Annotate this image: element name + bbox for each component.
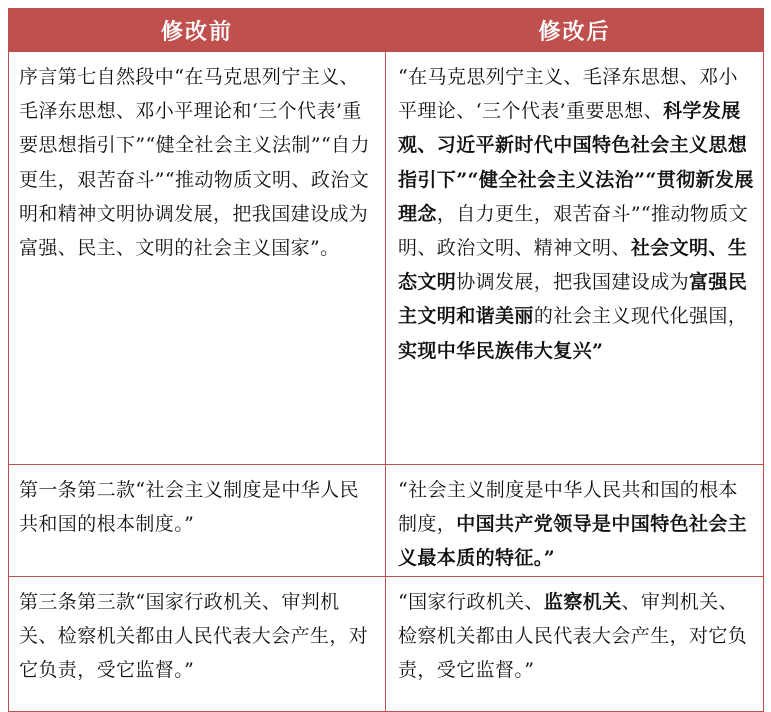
after-segment: ，自力更生，艰苦奋斗”“推动物质文明、政治文明、精神文明、 xyxy=(398,202,749,260)
after-segment: 协调发展，把我国建设成为 xyxy=(456,271,690,294)
after-segment: “在马克思列宁主义、毛泽东思想、邓小平理论、‘三个代表’重要思想、 xyxy=(398,66,738,123)
header-before: 修改前 xyxy=(9,9,386,52)
after-segment-bold: 富强民主文明和谐美丽 xyxy=(398,271,748,328)
comparison-table xyxy=(8,8,764,712)
after-segment-bold: 科学发展观、习近平新时代中国特色社会主义思想指引下”“健全社会主义法治”“贯彻新发展理念 xyxy=(398,100,754,225)
after-segment: 、审判机关、检察机关都由人民代表大会产生，对它负责，受它监督。” xyxy=(398,590,748,682)
after-segment: “国家行政机关、 xyxy=(398,590,544,613)
after-cell xyxy=(386,52,764,465)
after-segment-bold: 监察机关 xyxy=(543,590,622,613)
before-cell: 第三条第三款“国家行政机关、审判机关、检察机关都由人民代表大会产生，对它负责，受它监督。” xyxy=(9,576,386,711)
before-cell: 第一条第二款“社会主义制度是中华人民共和国的根本制度。” xyxy=(9,465,386,577)
after-segment: 的社会主义现代化强国， xyxy=(533,305,748,328)
after-segment-bold: 中国共产党领导是中国特色社会主义最本质的特征。” xyxy=(398,513,748,570)
after-segment-bold: 社会文明、生态文明 xyxy=(398,237,748,294)
after-segment: “社会主义制度是中华人民共和国的根本制度， xyxy=(398,479,738,536)
before-cell: 序言第七自然段中“在马克思列宁主义、毛泽东思想、邓小平理论和‘三个代表’重要思想指引下”“健全社会主义法制”“自力更生，艰苦奋斗”“推动物质文明、政治文明和精神文明协调发展，把我国建设成为富强、民主、文明的社会主义国家”。 xyxy=(9,52,386,465)
table-row xyxy=(9,52,764,465)
table-row xyxy=(9,576,764,711)
after-segment-bold: 实现中华民族伟大复兴” xyxy=(398,339,604,362)
header-after: 修改后 xyxy=(386,9,764,52)
after-cell xyxy=(386,465,764,577)
header-row xyxy=(9,9,764,52)
table-row xyxy=(9,465,764,577)
after-cell xyxy=(386,576,764,711)
